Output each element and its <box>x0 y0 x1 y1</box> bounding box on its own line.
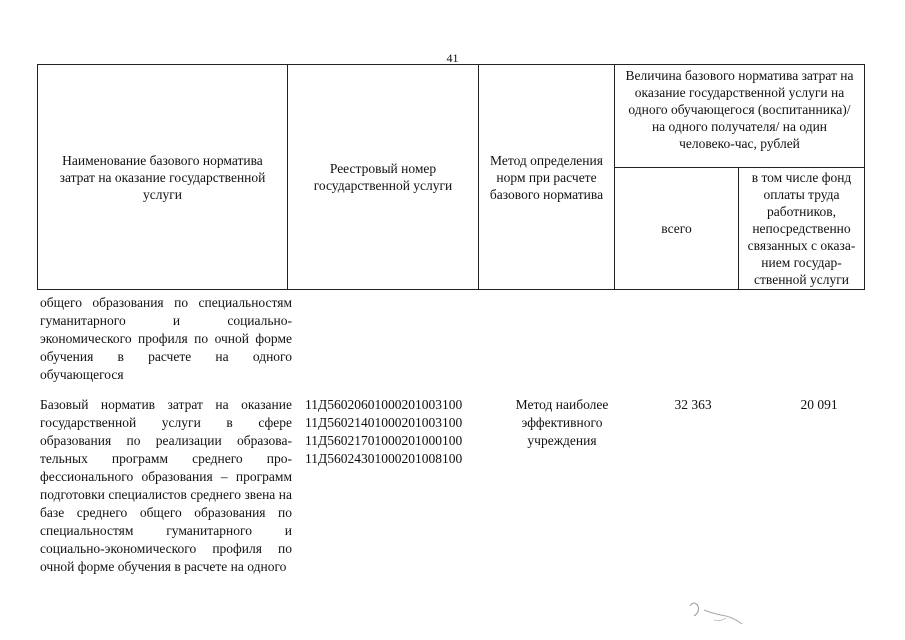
row-name: Базовый норматив затрат на оказание государственной услуги в сфере образования по реализации образовательных программ среднего профессионального образования – программ подготовки специалистов среднего звена на базе среднего общего образования по специальностям гуманитарного и социально-экономического профиля по очной форме обучения в расчете на одного <box>40 397 292 574</box>
registry-code: 11Д56020601000201003100 <box>305 397 463 412</box>
registry-code: 11Д56021401000201003100 <box>305 415 463 430</box>
row-incl-pay: 20 091 <box>800 397 838 412</box>
row-method: Метод наиболее эффективного учреждения <box>515 397 609 448</box>
row-codes <box>305 396 490 468</box>
page-number: 41 <box>446 51 459 65</box>
continued-row-text: общего образования по специальностям гуманитарного и социально-экономического профиля по очной форме обучения в расчете на одного обучающегося <box>40 295 292 382</box>
signature-mark <box>684 592 754 632</box>
header-incl-pay-cell <box>739 168 865 290</box>
row-total: 32 363 <box>674 397 712 412</box>
header-incl-pay-text: в том числе фонд оплаты труда работников, непосредственно связанных с оказанием государственной услуги <box>747 170 856 287</box>
header-registry-cell <box>288 65 479 290</box>
registry-code: 11Д56021701000201000100 <box>305 433 463 448</box>
header-table <box>37 64 865 290</box>
registry-code: 11Д56024301000201008100 <box>305 451 463 466</box>
header-value-group-cell <box>615 65 865 168</box>
header-registry-text: Реестровый номер государственной услуги <box>313 161 453 193</box>
header-name-text: Наименование базового норматива затрат на оказание государственной услуги <box>59 152 266 202</box>
header-method-text: Метод определения норм при расчете базового норматива <box>489 152 604 202</box>
header-method-cell <box>479 65 615 290</box>
header-name-cell <box>38 65 288 290</box>
header-total-text: всего <box>661 221 692 236</box>
header-value-group-text: Величина базового норматива затрат на оказание государственной услуги на одного обучающегося (воспитанника)/ на одного получателя/ на один человеко-час, рублей <box>625 68 854 151</box>
header-total-cell <box>615 168 739 290</box>
